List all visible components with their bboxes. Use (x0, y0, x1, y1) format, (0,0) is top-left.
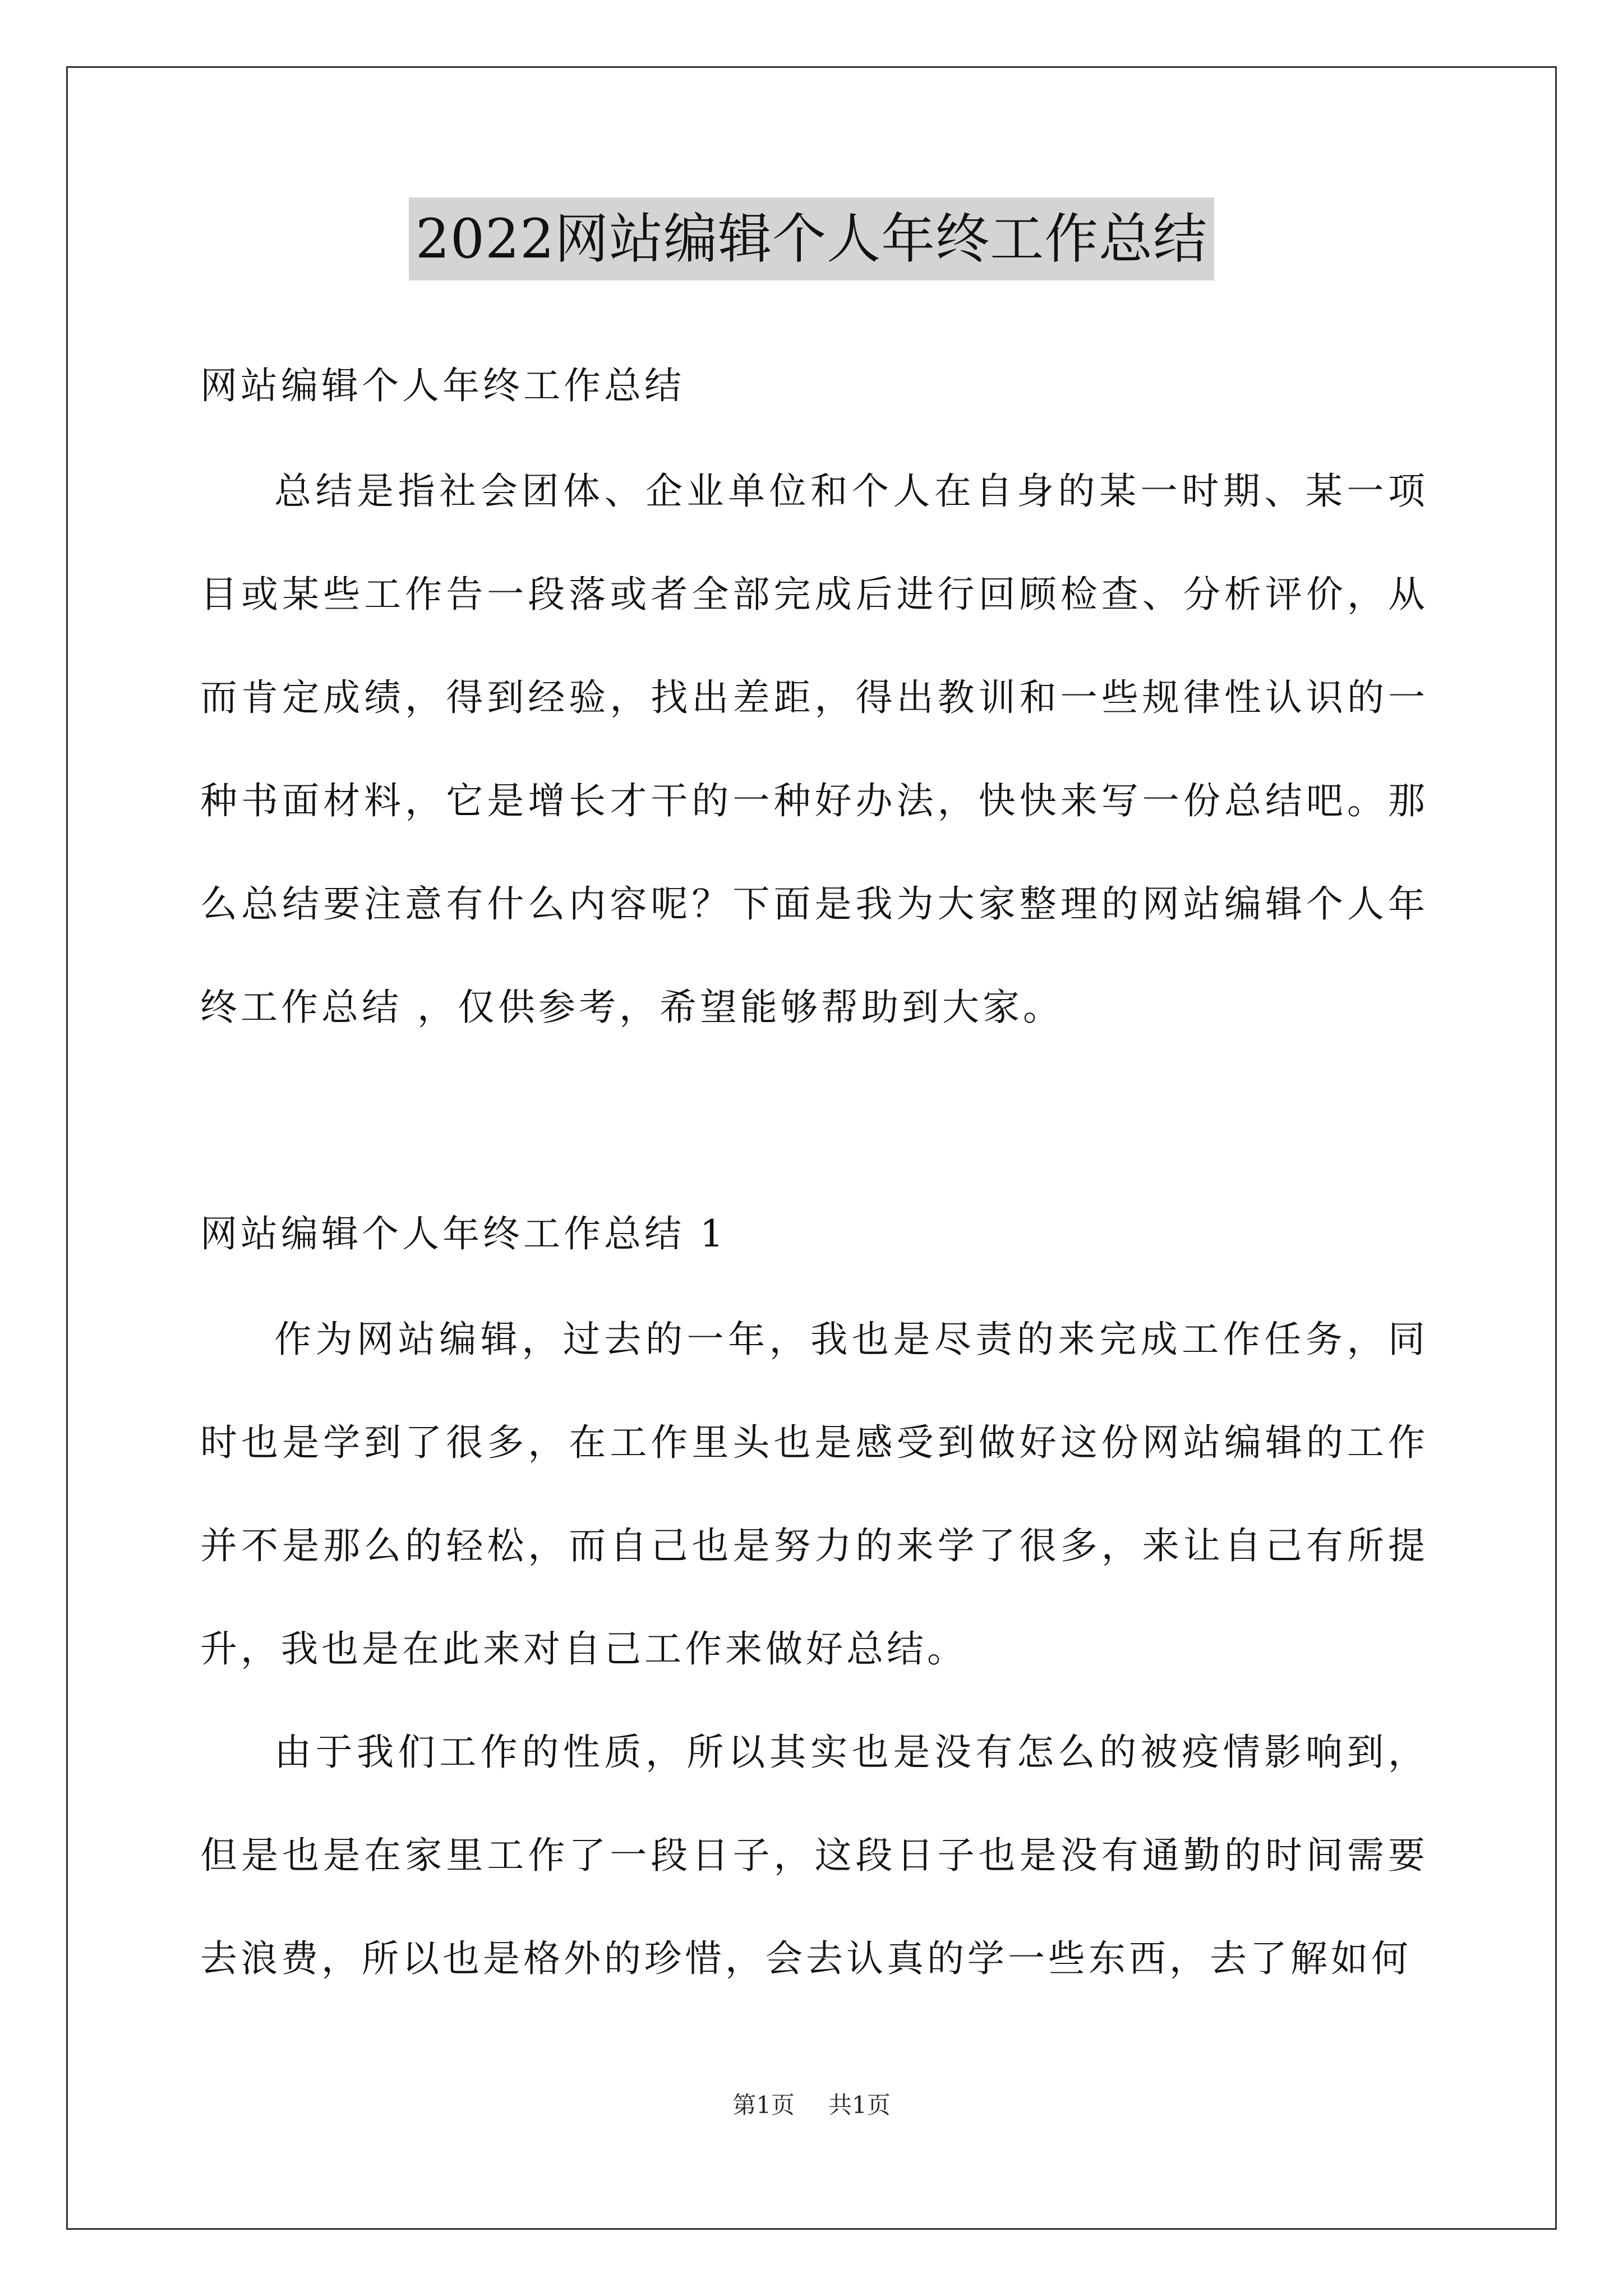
document-title: 2022网站编辑个人年终工作总结 (409, 197, 1214, 280)
page-number: 第1页 (732, 2091, 795, 2119)
title-container (0, 197, 1623, 280)
page-footer (0, 2087, 1623, 2120)
intro-paragraph: 总结是指社会团体、企业单位和个人在自身的某一时期、某一项目或某些工作告一段落或者全部完成后进行回顾检查、分析评价，从而肯定成绩，得到经验，找出差距，得出教训和一些规律性认识的一种书面材料，它是增长才干的一种好办法，快快来写一份总结吧。那么总结要注意有什么内容呢？下面是我为大家整理的网站编辑个人年终工作总结 ，仅供参考，希望能够帮助到大家。 (200, 470, 1428, 1029)
section-paragraph: 作为网站编辑，过去的一年，我也是尽责的来完成工作任务，同时也是学到了很多，在工作里头也是感受到做好这份网站编辑的工作并不是那么的轻松，而自己也是努力的来学了很多，来让自己有所提升，我也是在此来对自己工作来做好总结。 (200, 1318, 1428, 1671)
section-heading: 网站编辑个人年终工作总结 1 (200, 1212, 727, 1255)
section-paragraph: 由于我们工作的性质，所以其实也是没有怎么的被疫情影响到，但是也是在家里工作了一段日子，这段日子也是没有通勤的时间需要去浪费，所以也是格外的珍惜，会去认真的学一些东西，去了解如何 (200, 1731, 1428, 1980)
page-total: 共1页 (828, 2091, 891, 2119)
document-subtitle: 网站编辑个人年终工作总结 (200, 364, 685, 407)
